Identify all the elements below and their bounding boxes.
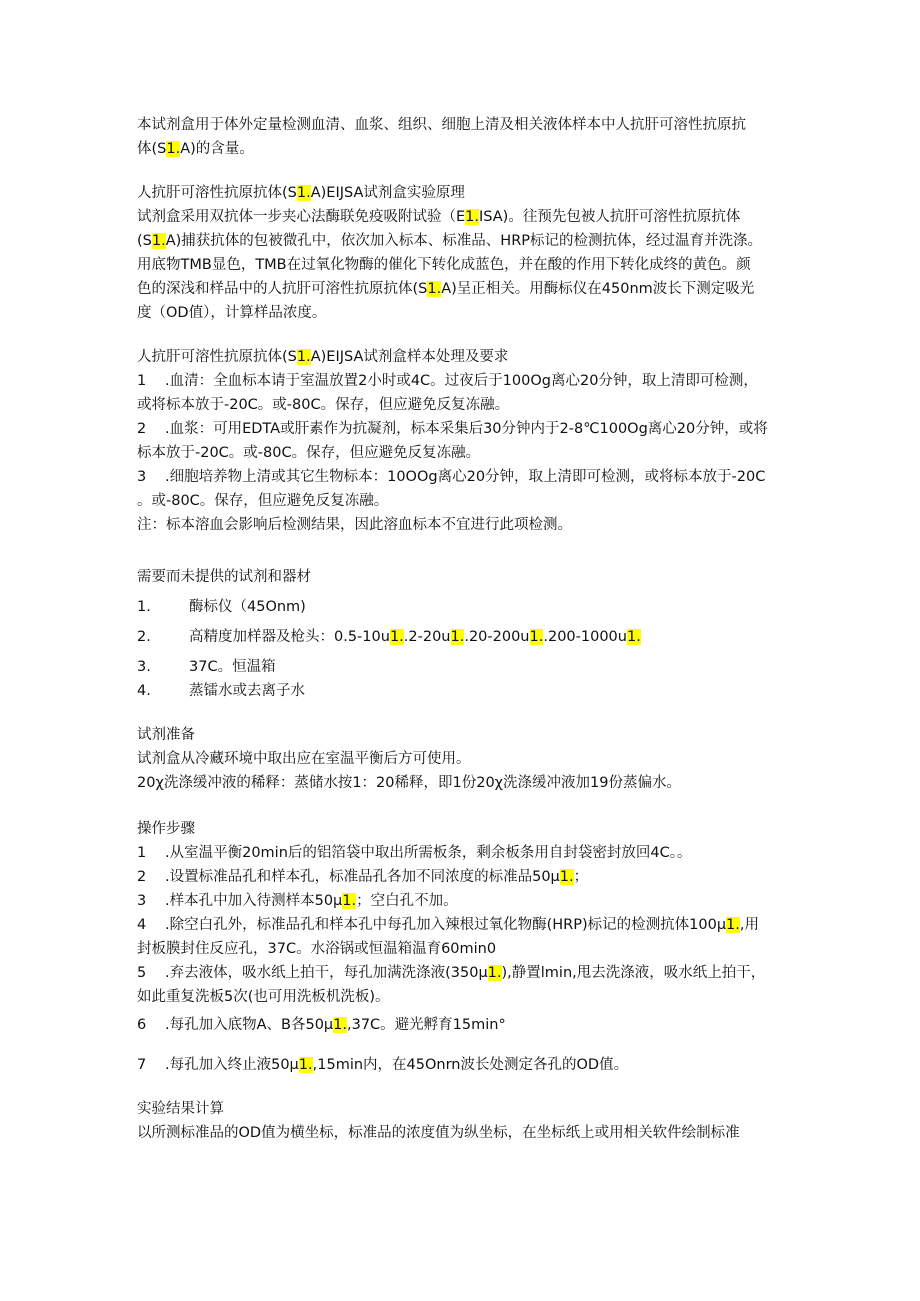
text-line — [137, 514, 572, 536]
list-number: 3 — [137, 469, 147, 485]
text-line — [137, 302, 326, 324]
highlighted-text: 1. — [559, 869, 574, 885]
text-run: 试剂准备 — [137, 727, 195, 743]
text-run: 如此重复洗板5次(也可用洗板机洗板)。 — [137, 989, 390, 1005]
text-line — [137, 1014, 506, 1036]
text-run: A)呈正相关。用酶标仪在450nm波长下测定吸光 — [441, 281, 755, 297]
text-line — [137, 566, 311, 588]
text-line — [137, 724, 195, 746]
text-run: 人抗肝可溶性抗原抗体(S — [137, 185, 297, 201]
text-run: 标本放于-20C。或-80C。保存，但应避免反复冻融。 — [137, 445, 481, 461]
text-line — [137, 914, 759, 936]
text-line — [137, 596, 306, 618]
text-run: 度（OD值），计算样品浓度。 — [137, 305, 327, 321]
highlighted-text: 1. — [151, 233, 166, 249]
text-run: ,37C。避光孵育15min° — [347, 1017, 506, 1033]
text-line — [137, 418, 768, 440]
text-run: 实验结果计算 — [137, 1101, 224, 1117]
list-number: 5 — [137, 965, 147, 981]
list-number: 2 — [137, 869, 147, 885]
text-run: .每孔加入底物A、B各50μ — [165, 1017, 334, 1033]
text-line — [137, 346, 508, 368]
text-run: 。或-80C。保存，但应避免反复冻融。 — [137, 493, 389, 509]
text-line — [137, 626, 641, 648]
text-run: .样本孔中加入待测样本50μ — [165, 893, 343, 909]
text-line — [137, 748, 471, 770]
text-run: 操作步骤 — [137, 821, 195, 837]
highlighted-text: 1. — [389, 629, 404, 645]
text-run: 以所测标准品的OD值为横坐标，标准品的浓度值为纵坐标，在坐标纸上或用相关软件绘制标准 — [137, 1125, 740, 1141]
text-run: 封板膜封住反应孔，37C。水浴锅或恒温箱温育60min0 — [137, 941, 497, 957]
text-run: 高精度加样器及枪头：0.5-10u — [189, 629, 390, 645]
text-run: 或将标本放于-20C。或-80C。保存，但应避免反复冻融。 — [137, 397, 510, 413]
text-line — [137, 938, 496, 960]
text-run: 注：标本溶血会影响后检测结果，因此溶血标本不宜进行此项检测。 — [137, 517, 572, 533]
text-line — [137, 254, 751, 276]
text-run: 人抗肝可溶性抗原抗体(S — [137, 349, 297, 365]
highlighted-text: 1. — [298, 1057, 313, 1073]
text-run: A)捕获抗体的包被微孔中，依次加入标本、标准品、HRP标记的检测抗体，经过温育并洗涤。 — [165, 233, 763, 249]
text-line — [137, 890, 458, 912]
highlighted-text: 1. — [333, 1017, 347, 1033]
text-run: .设置标准品孔和样本孔，标准品孔各加不同浓度的标准品50μ — [165, 869, 560, 885]
text-run: 体(S — [137, 141, 167, 157]
text-line — [137, 1054, 628, 1076]
list-number: 4 — [137, 917, 147, 933]
text-run: 酶标仪（45Onm) — [189, 599, 306, 615]
highlighted-text: 1. — [296, 349, 311, 365]
highlighted-text: 1. — [465, 209, 480, 225]
list-number: 1 — [137, 373, 147, 389]
text-run: ISA)。往预先包被人抗肝可溶性抗原抗体 — [479, 209, 741, 225]
list-number: 6 — [137, 1017, 147, 1033]
text-run: A)EIJSA试剂盒样本处理及要求 — [310, 349, 509, 365]
text-line — [137, 986, 390, 1008]
highlighted-text: 1. — [427, 281, 442, 297]
highlighted-text: 1. — [626, 629, 641, 645]
text-run: .血清：全血标本请于室温放置2小时或4C。过夜后于100Og离心20分钟，取上清即可检测， — [165, 373, 758, 389]
text-run: ,用 — [739, 917, 759, 933]
list-number: 1. — [137, 599, 151, 615]
text-run: ； — [573, 869, 589, 885]
highlighted-text: 1. — [342, 893, 357, 909]
list-number: 1 — [137, 845, 147, 861]
text-line — [137, 182, 465, 204]
text-line — [137, 1122, 740, 1144]
text-run: .弃去液体，吸水纸上拍干，每孔加满洗涤液(350μ — [165, 965, 488, 981]
text-line — [137, 656, 276, 678]
list-number: 3 — [137, 893, 147, 909]
list-number: 2 — [137, 421, 147, 437]
text-run: .2-20u — [403, 629, 451, 645]
text-line — [137, 866, 588, 888]
text-run: ；空白孔不加。 — [356, 893, 458, 909]
text-run: 试剂盒从冷藏环境中取出应在室温平衡后方可使用。 — [137, 751, 471, 767]
text-line — [137, 842, 692, 864]
text-line — [137, 114, 746, 136]
text-run: .细胞培养物上清或其它生物标本：10OOg离心20分钟，取上清即可检测，或将标本放于-20C — [165, 469, 766, 485]
text-line — [137, 1098, 224, 1120]
text-line — [137, 206, 740, 228]
text-run: ),静置lmin,甩去洗涤液，吸水纸上拍干， — [501, 965, 766, 981]
text-line — [137, 962, 765, 984]
text-run: ,15min内，在45Onrn波长处测定各孔的OD值。 — [312, 1057, 629, 1073]
text-run: 20χ洗涤缓冲液的稀释：蒸储水按1：20稀释，即1份20χ洗涤缓冲液加19份蒸偏水。 — [137, 775, 682, 791]
text-run: .200-1000u — [543, 629, 627, 645]
text-run: 本试剂盒用于体外定量检测血清、血浆、组织、细胞上清及相关液体样本中人抗肝可溶性抗原抗 — [137, 117, 746, 133]
highlighted-text: 1. — [166, 141, 181, 157]
text-line — [137, 680, 305, 702]
list-number: 7 — [137, 1057, 147, 1073]
text-line — [137, 490, 388, 512]
text-line — [137, 772, 681, 794]
text-run: A)的含量。 — [180, 141, 254, 157]
list-number: 3. — [137, 659, 151, 675]
highlighted-text: 1. — [487, 965, 502, 981]
highlighted-text: 1. — [296, 185, 311, 201]
text-run: 蒸镭水或去离子水 — [189, 683, 305, 699]
text-run: 用底物TMB显色，TMB在过氧化物酶的催化下转化成蓝色，并在酸的作用下转化成终的黄色。颜 — [137, 257, 751, 273]
list-number: 4. — [137, 683, 151, 699]
text-run: A)EIJSA试剂盒实验原理 — [310, 185, 465, 201]
text-line — [137, 370, 758, 392]
text-run: .每孔加入终止液50μ — [165, 1057, 299, 1073]
text-run: .除空白孔外，标准品孔和样本孔中每孔加入辣根过氧化物酶(HRP)标记的检测抗体100μ — [165, 917, 727, 933]
highlighted-text: 1. — [450, 629, 465, 645]
text-line — [137, 138, 254, 160]
text-run: 试剂盒采用双抗体一步夹心法酶联免疫吸附试验（E — [137, 209, 466, 225]
text-run: .血浆：可用EDTA或肝素作为抗凝剂，标本采集后30分钟内于2-8℃100Og离心20分钟，或将 — [165, 421, 768, 437]
text-run: .20-200u — [464, 629, 530, 645]
text-run: .从室温平衡20min后的铝箔袋中取出所需板条，剩余板条用自封袋密封放回4C。。 — [165, 845, 692, 861]
list-number: 2. — [137, 629, 151, 645]
text-line — [137, 818, 195, 840]
text-run: 37C。恒温箱 — [189, 659, 276, 675]
text-line — [137, 230, 762, 252]
text-run: (S — [137, 233, 152, 249]
text-line — [137, 278, 754, 300]
text-line — [137, 394, 509, 416]
text-run: 色的深浅和样品中的人抗肝可溶性抗原抗体(S — [137, 281, 428, 297]
text-line — [137, 466, 765, 488]
text-line — [137, 442, 480, 464]
highlighted-text: 1. — [529, 629, 544, 645]
text-run: 需要而未提供的试剂和器材 — [137, 569, 311, 585]
highlighted-text: 1. — [726, 917, 740, 933]
